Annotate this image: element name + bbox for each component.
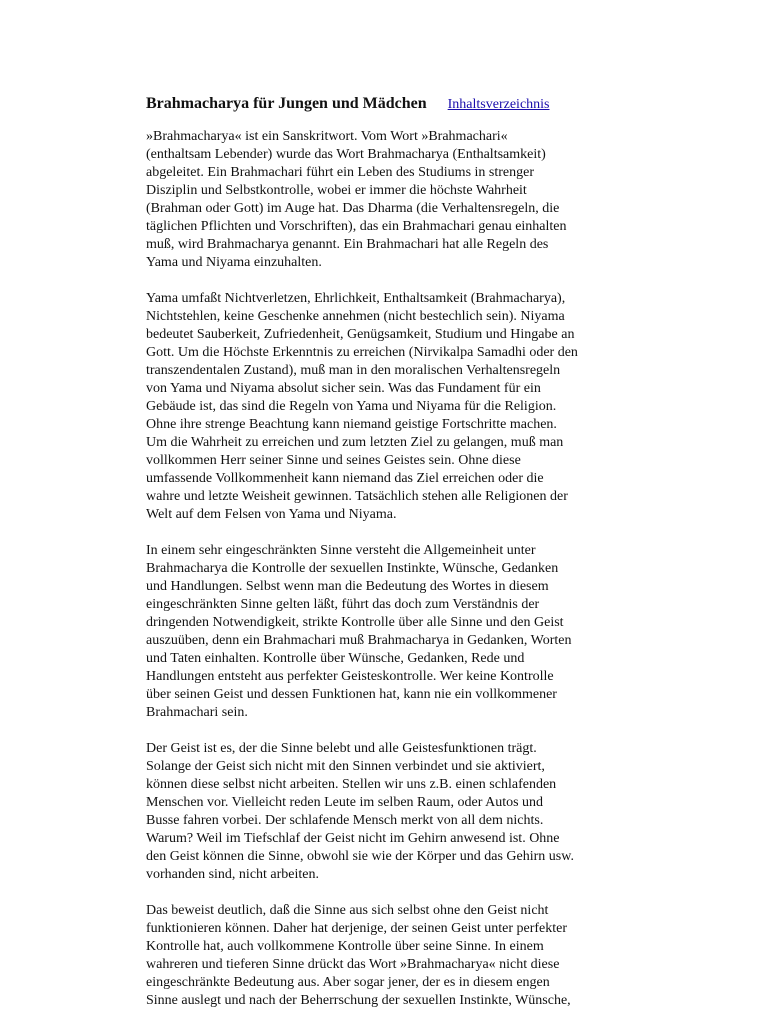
- paragraph-1: »Brahmacharya« ist ein Sanskritwort. Vom Wort »Brahmachari« (enthaltsam Lebender) wurde das Wort Brahmacharya (Enthaltsamkeit) abgeleitet. Ein Brahmachari führt ein Leben des Studiums in strenger Disziplin und Selbstkontrolle, wobei er immer die höchste Wahrheit (Brahman oder Gott) im Auge hat. Das Dharma (die Verhaltensregeln, die täglichen Pflichten und Vorschriften), das ein Brahmachari genau einhalten muß, wird Brahmacharya genannt. Ein Brahmachari hat alle Regeln des Yama und Niyama einzuhalten.: [146, 129, 567, 270]
- paragraph-3: In einem sehr eingeschränkten Sinne versteht die Allgemeinheit unter Brahmacharya die Kontrolle der sexuellen Instinkte, Wünsche, Gedanken und Handlungen. Selbst wenn man die Bedeutung des Wortes in diesem eingeschränkten Sinne gelten läßt, führt das doch zum Verständnis der dringenden Notwendigkeit, strikte Kontrolle über alle Sinne und den Geist auszuüben, denn ein Brahmachari muß Brahmacharya in Gedanken, Worten und Taten einhalten. Kontrolle über Wünsche, Gedanken, Rede und Handlungen entsteht aus perfekter Geisteskontrolle. Wer keine Kontrolle über seinen Geist und dessen Funktionen hat, kann nie ein vollkommener Brahmachari sein.: [146, 543, 572, 720]
- paragraph-2: Yama umfaßt Nichtverletzen, Ehrlichkeit, Enthaltsamkeit (Brahmacharya), Nichtstehlen, keine Geschenke annehmen (nicht bestechlich sein). Niyama bedeutet Sauberkeit, Zufriedenheit, Genügsamkeit, Studium und Hingabe an Gott. Um die Höchste Erkenntnis zu erreichen (Nirvikalpa Samadhi oder den transzendentalen Zustand), muß man in den moralischen Verhaltensregeln von Yama und Niyama absolut sicher sein. Was das Fundament für ein Gebäude ist, das sind die Regeln von Yama und Niyama für die Religion. Ohne ihre strenge Beachtung kann niemand geistige Fortschritte machen. Um die Wahrheit zu erreichen und zum letzten Ziel zu gelangen, muß man vollkommen Herr seiner Sinne und seines Geistes sein. Ohne diese umfassende Vollkommenheit kann niemand das Ziel erreichen oder die wahre und letzte Weisheit gewinnen. Tatsächlich stehen alle Religionen der Welt auf dem Felsen von Yama und Niyama.: [146, 291, 578, 522]
- table-of-contents-link[interactable]: Inhaltsverzeichnis: [447, 97, 550, 112]
- page-title: Brahmacharya für Jungen und Mädchen: [146, 95, 427, 112]
- paragraph-4: Der Geist ist es, der die Sinne belebt und alle Geistesfunktionen trägt. Solange der Geist sich nicht mit den Sinnen verbindet und sie aktiviert, können diese selbst nicht arbeiten. Stellen wir uns z.B. einen schlafenden Menschen vor. Vielleicht reden Leute im selben Raum, oder Autos und Busse fahren vorbei. Der schlafende Mensch merkt von all dem nichts. Warum? Weil im Tiefschlaf der Geist nicht im Gehirn anwesend ist. Ohne den Geist können die Sinne, obwohl sie wie der Körper und das Gehirn usw. vorhanden sind, nicht arbeiten.: [146, 741, 574, 882]
- title-row: [146, 94, 626, 115]
- paragraph-5: Das beweist deutlich, daß die Sinne aus sich selbst ohne den Geist nicht funktionieren können. Daher hat derjenige, der seinen Geist unter perfekter Kontrolle hat, auch vollkommene Kontrolle über seine Sinne. In einem wahreren und tieferen Sinne drückt das Wort »Brahmacharya« nicht diese eingeschränkte Bedeutung aus. Aber sogar jener, der es in diesem engen Sinne auslegt und nach der Beherrschung der sexuellen Instinkte, Wünsche,: [146, 903, 571, 1008]
- document-page: [146, 94, 626, 1028]
